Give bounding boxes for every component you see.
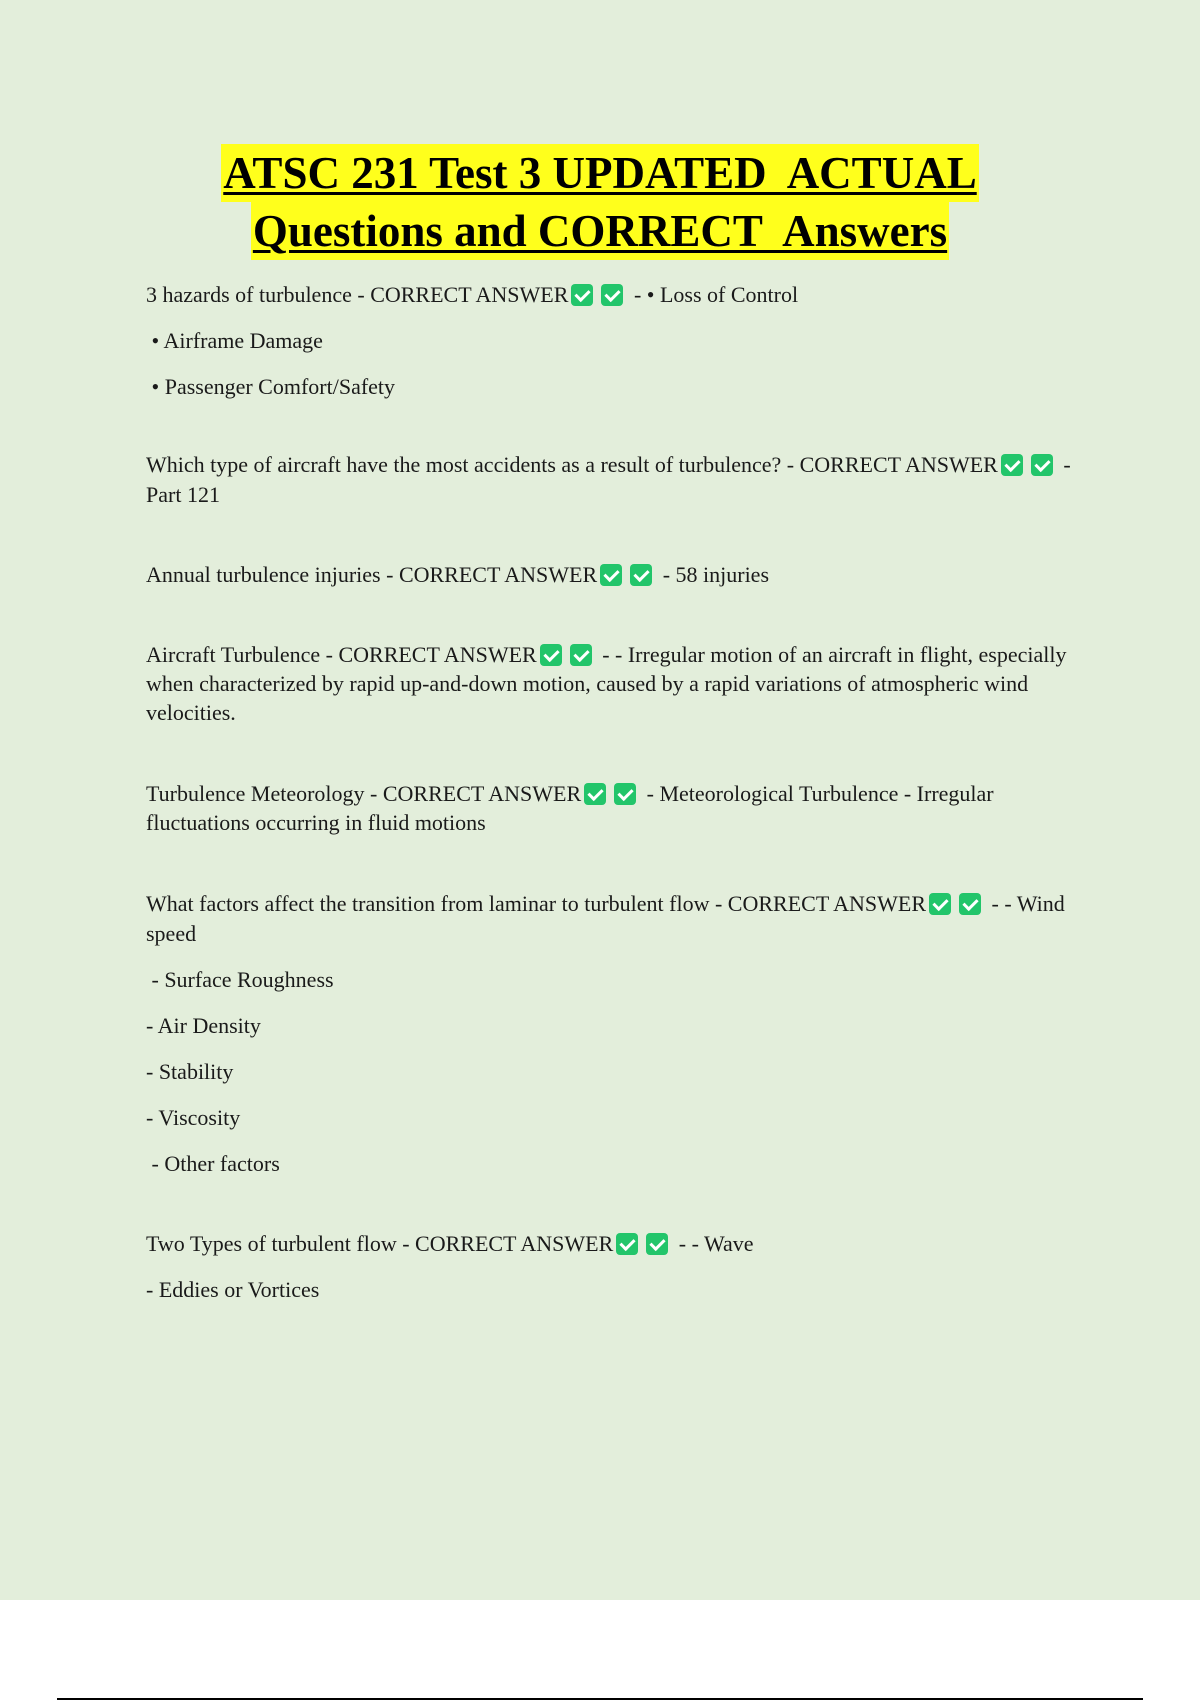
question-text: Annual turbulence injuries - — [146, 562, 399, 587]
green-checkmark-icon — [1001, 454, 1023, 476]
answer-label: CORRECT ANSWER — [398, 562, 598, 587]
qa-item — [146, 640, 1086, 727]
answer-label: CORRECT ANSWER — [338, 642, 537, 667]
answer-text: - Meteorological Turbulence - Irregular fluctuations occurring in fluid motions — [146, 781, 994, 835]
qa-question-line — [146, 640, 1086, 727]
green-checkmark-icon — [929, 893, 951, 915]
qa-item — [146, 889, 1086, 1179]
green-checkmark-icon — [600, 564, 622, 586]
qa-item — [146, 560, 1086, 590]
question-text: 3 hazards of turbulence - — [146, 282, 371, 307]
answer-line: - Air Density — [146, 1013, 261, 1038]
title-line-1: ATSC 231 Test 3 UPDATED ACTUAL — [221, 144, 978, 202]
question-text: What factors affect the transition from laminar to turbulent flow - — [146, 891, 728, 916]
answer-text: - - Irregular motion of an aircraft in flight, especially when characterized by rapid up-and-down motion, caused by a rapid variations of atmospheric wind velocities. — [146, 642, 1067, 725]
qa-item — [146, 450, 1086, 510]
answer-line: - Viscosity — [146, 1105, 241, 1130]
green-checkmark-icon — [614, 783, 636, 805]
answer-text: - - Wave — [673, 1231, 754, 1256]
green-checkmark-icon — [571, 284, 593, 306]
answer-text: - - Wind speed — [146, 891, 1065, 946]
answer-line: - Stability — [146, 1059, 234, 1084]
answer-line: - Other factors — [146, 1151, 280, 1176]
green-checkmark-icon — [646, 1233, 668, 1255]
answer-line: • Passenger Comfort/Safety — [146, 374, 396, 399]
answer-text: - Part 121 — [146, 452, 1071, 507]
green-checkmark-icon — [1031, 454, 1053, 476]
green-checkmark-icon — [630, 564, 652, 586]
qa-item — [146, 1229, 1086, 1305]
qa-list — [146, 280, 1086, 1305]
green-checkmark-icon — [570, 644, 592, 666]
answer-label: CORRECT ANSWER — [727, 891, 927, 916]
question-text: Turbulence Meteorology - — [146, 781, 383, 806]
document-title — [0, 144, 1200, 260]
question-text: Which type of aircraft have the most accidents as a result of turbulence? - — [146, 452, 800, 477]
green-checkmark-icon — [540, 644, 562, 666]
qa-question-line — [146, 560, 1086, 590]
answer-label: CORRECT ANSWER — [370, 282, 569, 307]
qa-question-line — [146, 1229, 1086, 1259]
answer-line: • Airframe Damage — [146, 328, 323, 353]
qa-question-line — [146, 779, 1086, 837]
answer-label: CORRECT ANSWER — [382, 781, 582, 806]
green-checkmark-icon — [959, 893, 981, 915]
qa-question-line — [146, 889, 1086, 949]
green-checkmark-icon — [601, 284, 623, 306]
green-checkmark-icon — [584, 783, 606, 805]
answer-line: - Eddies or Vortices — [146, 1277, 320, 1302]
qa-item — [146, 779, 1086, 837]
green-checkmark-icon — [616, 1233, 638, 1255]
question-text: Aircraft Turbulence - — [146, 642, 339, 667]
answer-text: - 58 injuries — [657, 562, 770, 587]
qa-item — [146, 280, 1086, 402]
title-line-2: Questions and CORRECT Answers — [251, 202, 949, 260]
answer-line: - Surface Roughness — [146, 967, 334, 992]
qa-question-line — [146, 280, 1086, 310]
answer-label: CORRECT ANSWER — [415, 1231, 614, 1256]
qa-question-line — [146, 450, 1086, 510]
answer-text: - • Loss of Control — [628, 282, 799, 307]
question-text: Two Types of turbulent flow - — [146, 1231, 416, 1256]
answer-label: CORRECT ANSWER — [799, 452, 998, 477]
